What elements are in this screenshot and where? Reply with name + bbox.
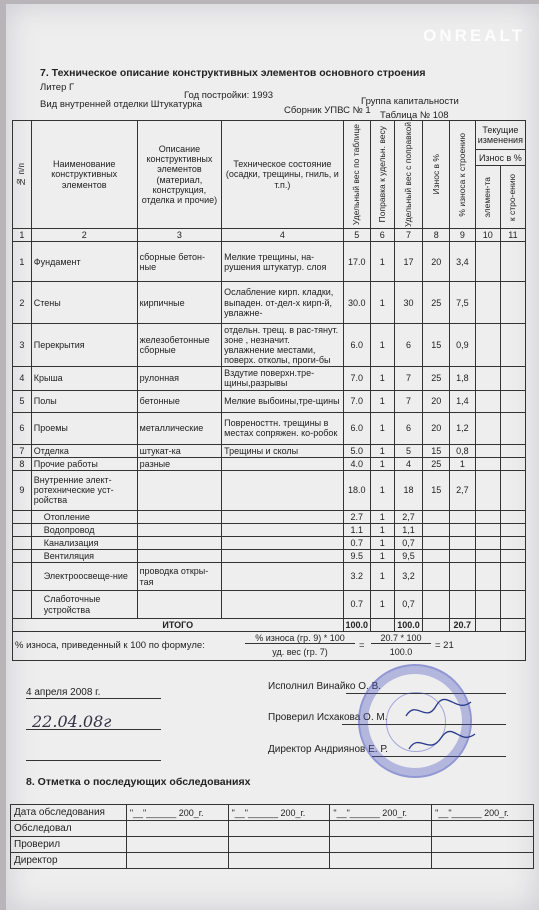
table-weight: 6.0 (343, 412, 371, 444)
table-weight: 7.0 (343, 367, 371, 390)
element-row (13, 457, 526, 470)
row-number: 9 (13, 470, 32, 510)
col-wear-building-header: % износа к строению (449, 121, 475, 229)
row-number (13, 563, 32, 591)
weight-correction: 1 (371, 523, 395, 536)
col-to-building-header: к стро-ению (500, 166, 525, 229)
corrected-weight: 6 (394, 412, 423, 444)
table-weight: 4.0 (343, 457, 371, 470)
wear-to-building (449, 510, 475, 523)
inspection-date-row (11, 805, 534, 821)
col-n-header: № п/п (13, 121, 32, 229)
inspection-date-blank: "__"______ 200_г. (330, 805, 432, 821)
element-description: бетонные (137, 390, 222, 412)
col-name-header: Наименование конструктивных элементов (31, 121, 137, 229)
corrected-weight: 7 (394, 390, 423, 412)
col-current-header: Текущие изменения (475, 121, 525, 150)
corrected-weight: 7 (394, 367, 423, 390)
corrected-weight: 17 (394, 242, 423, 282)
weight-correction: 1 (371, 563, 395, 591)
elements-rows (13, 242, 526, 619)
wear-percent: 25 (423, 367, 449, 390)
table-number: Таблица № 108 (380, 110, 449, 121)
column-number: 8 (423, 229, 449, 242)
column-number: 6 (371, 229, 395, 242)
inspection-row: Обследовал (11, 821, 534, 837)
inspection-row: Директор (11, 853, 534, 869)
elements-table (12, 120, 526, 661)
element-row (13, 242, 526, 282)
element-name: Полы (31, 390, 137, 412)
interior-finish: Вид внутренней отделки Штукатурка (40, 99, 203, 110)
corrected-weight: 3,2 (394, 563, 423, 591)
corrected-weight: 0,7 (394, 536, 423, 549)
row-number (13, 549, 32, 562)
col-correction-header: Поправка к удельн. весу (371, 121, 395, 229)
wear-percent (423, 563, 449, 591)
element-row (13, 523, 526, 536)
total-wear-building: 20.7 (449, 619, 475, 632)
element-condition: Трещины и сколы (222, 444, 343, 457)
checked-by: Проверил Исхакова О. М. (268, 712, 388, 723)
wear-to-building: 1,4 (449, 390, 475, 412)
element-row (13, 324, 526, 367)
wear-to-building: 7,5 (449, 282, 475, 324)
row-number: 1 (13, 242, 32, 282)
row-number: 4 (13, 367, 32, 390)
element-row (13, 549, 526, 562)
signature-scribbles (401, 694, 481, 764)
element-row (13, 470, 526, 510)
element-row (13, 510, 526, 523)
corrected-weight: 18 (394, 470, 423, 510)
date-printed: 4 апреля 2008 г. (26, 687, 101, 698)
element-condition (222, 523, 343, 536)
element-condition (222, 549, 343, 562)
element-condition: Ослабление кирп. кладки, выпаден. от-дел-х кирп-й, увлажне- (222, 282, 343, 324)
row-number: 3 (13, 324, 32, 367)
table-weight: 7.0 (343, 390, 371, 412)
formula-numerator: % износа (гр. 9) * 100 (245, 633, 355, 644)
wear-percent (423, 510, 449, 523)
element-name: Фундамент (31, 242, 137, 282)
weight-correction: 1 (371, 367, 395, 390)
corrected-weight: 6 (394, 324, 423, 367)
element-name: Проемы (31, 412, 137, 444)
table-weight: 9.5 (343, 549, 371, 562)
table-weight: 6.0 (343, 324, 371, 367)
col-desc-header: Описание конструктивных элементов (материал, конструкция, отделка и прочие) (137, 121, 222, 229)
formula-denominator: уд. вес (гр. 7) (272, 647, 328, 658)
corrected-weight: 1,1 (394, 523, 423, 536)
table-weight: 18.0 (343, 470, 371, 510)
formula-denominator-values: 100.0 (389, 647, 413, 658)
row-number (13, 536, 32, 549)
column-number: 4 (222, 229, 343, 242)
wear-percent: 15 (423, 324, 449, 367)
total-row (13, 619, 526, 632)
litera-label: Литер Г (40, 82, 75, 93)
element-row (13, 444, 526, 457)
formula-label: % износа, приведенный к 100 по формуле: (15, 640, 205, 652)
wear-to-building: 0,9 (449, 324, 475, 367)
watermark: ONREALT (423, 26, 525, 45)
wear-to-building: 0,8 (449, 444, 475, 457)
wear-percent: 25 (423, 457, 449, 470)
element-row (13, 367, 526, 390)
wear-percent: 20 (423, 242, 449, 282)
inspection-date-blank: "__"______ 200_г. (228, 805, 330, 821)
row-number: 2 (13, 282, 32, 324)
weight-correction: 1 (371, 510, 395, 523)
section-title: 7. Техническое описание конструктивных элементов основного строения (40, 67, 426, 79)
element-description (137, 470, 222, 510)
element-condition: Вздутие поверхн.тре-щины,разрывы (222, 367, 343, 390)
weight-correction: 1 (371, 444, 395, 457)
weight-correction: 1 (371, 412, 395, 444)
wear-percent (423, 549, 449, 562)
table-weight: 0.7 (343, 536, 371, 549)
element-description (137, 549, 222, 562)
element-row (13, 563, 526, 591)
element-condition (222, 470, 343, 510)
capital-group: Группа капитальности (361, 96, 459, 107)
wear-to-building (449, 591, 475, 619)
element-condition: отдельн. трещ. в рас-тянут. зоне , незначит. увлажнение местами, поверх. отколы, проги-бы (222, 324, 343, 367)
total-weight: 100.0 (343, 619, 371, 632)
wear-percent: 25 (423, 282, 449, 324)
executed-by: Исполнил Винайко О. В. (268, 681, 382, 692)
element-row (13, 412, 526, 444)
weight-correction: 1 (371, 549, 395, 562)
element-description: железобетонные сборные (137, 324, 222, 367)
element-description: проводка откры-тая (137, 563, 222, 591)
element-name: Электроосвеще-ние (31, 563, 137, 591)
table-weight: 30.0 (343, 282, 371, 324)
wear-to-building: 1 (449, 457, 475, 470)
corrected-weight: 4 (394, 457, 423, 470)
wear-to-building: 1,8 (449, 367, 475, 390)
wear-percent: 20 (423, 390, 449, 412)
inspection-date-label: Дата обследования (11, 805, 127, 821)
inspection-row: Проверил (11, 837, 534, 853)
wear-percent (423, 536, 449, 549)
director: Директор Андриянов Е. Р. (268, 744, 388, 755)
wear-to-building (449, 549, 475, 562)
formula-equals: = (359, 640, 365, 652)
element-description: штукат-ка (137, 444, 222, 457)
col-state-header: Техническое состояние (осадки, трещины, гниль, и т.п.) (222, 121, 343, 229)
corrected-weight: 9,5 (394, 549, 423, 562)
element-name: Прочие работы (31, 457, 137, 470)
element-condition: Мелкие трещины, на-рушения штукатур. слоя (222, 242, 343, 282)
formula-numerator-values: 20.7 * 100 (371, 633, 431, 644)
element-description (137, 536, 222, 549)
wear-to-building: 1,2 (449, 412, 475, 444)
corrected-weight: 2,7 (394, 510, 423, 523)
element-row (13, 282, 526, 324)
element-name: Отопление (31, 510, 137, 523)
column-numbers-row (13, 229, 526, 242)
col-corrected-header: Удельный вес с поправкой (394, 121, 423, 229)
table-weight: 1.1 (343, 523, 371, 536)
inspection-date-blank: "__"______ 200_г. (432, 805, 534, 821)
weight-correction: 1 (371, 242, 395, 282)
wear-to-building (449, 536, 475, 549)
table-weight: 0.7 (343, 591, 371, 619)
wear-percent (423, 591, 449, 619)
inspection-date-blank: "__"______ 200_г. (126, 805, 228, 821)
row-number (13, 510, 32, 523)
weight-correction: 1 (371, 324, 395, 367)
column-number: 9 (449, 229, 475, 242)
element-description (137, 591, 222, 619)
col-wear-header: Износ в % (423, 121, 449, 229)
weight-correction: 1 (371, 282, 395, 324)
table-weight: 5.0 (343, 444, 371, 457)
element-description: сборные бетон-ные (137, 242, 222, 282)
row-number: 5 (13, 390, 32, 412)
element-name: Крыша (31, 367, 137, 390)
weight-correction: 1 (371, 591, 395, 619)
weight-correction: 1 (371, 390, 395, 412)
element-name: Вентиляция (31, 549, 137, 562)
column-number: 5 (343, 229, 371, 242)
formula-result: = 21 (435, 640, 454, 652)
element-description: рулонная (137, 367, 222, 390)
element-condition (222, 510, 343, 523)
element-condition (222, 591, 343, 619)
date-handwritten: 22.04.08г (32, 712, 112, 731)
wear-to-building (449, 523, 475, 536)
element-row (13, 536, 526, 549)
element-description (137, 510, 222, 523)
element-condition (222, 457, 343, 470)
total-label: ИТОГО (13, 619, 344, 632)
element-condition (222, 563, 343, 591)
row-number: 8 (13, 457, 32, 470)
wear-to-building: 3,4 (449, 242, 475, 282)
build-year: Год постройки: 1993 (184, 90, 274, 101)
row-number: 6 (13, 412, 32, 444)
row-number: 7 (13, 444, 32, 457)
weight-correction: 1 (371, 536, 395, 549)
column-number: 11 (500, 229, 525, 242)
row-number (13, 523, 32, 536)
table-weight: 17.0 (343, 242, 371, 282)
col-weight-header: Удельный вес по таблице (343, 121, 371, 229)
element-name: Слаботочные устройства (31, 591, 137, 619)
element-name: Внутренние элект-ротехнические уст-ройства (31, 470, 137, 510)
element-row (13, 390, 526, 412)
row-number (13, 591, 32, 619)
column-number: 7 (394, 229, 423, 242)
wear-percent: 15 (423, 470, 449, 510)
element-condition (222, 536, 343, 549)
table-weight: 3.2 (343, 563, 371, 591)
table-weight: 2.7 (343, 510, 371, 523)
element-row (13, 591, 526, 619)
column-number: 10 (475, 229, 500, 242)
element-name: Водопровод (31, 523, 137, 536)
inspections-table (10, 804, 534, 869)
element-name: Стены (31, 282, 137, 324)
element-description: разные (137, 457, 222, 470)
wear-percent (423, 523, 449, 536)
element-condition: Повреносттн. трещины в местах сопряжен. ко-робок (222, 412, 343, 444)
element-condition: Мелкие выбоины,тре-щины (222, 390, 343, 412)
collection-label: Сборник УПВС № 1 (284, 105, 371, 116)
total-corrected: 100.0 (394, 619, 423, 632)
weight-correction: 1 (371, 457, 395, 470)
document-sheet (6, 4, 539, 910)
element-description: металлические (137, 412, 222, 444)
element-description (137, 523, 222, 536)
weight-correction: 1 (371, 470, 395, 510)
column-number: 3 (137, 229, 222, 242)
element-description: кирпичные (137, 282, 222, 324)
column-number: 1 (13, 229, 32, 242)
col-current-wear-header: Износ в % (475, 149, 525, 165)
element-name: Канализация (31, 536, 137, 549)
col-element-header: элемен-та (475, 166, 500, 229)
corrected-weight: 5 (394, 444, 423, 457)
element-name: Перекрытия (31, 324, 137, 367)
formula-row (13, 632, 526, 661)
wear-to-building: 2,7 (449, 470, 475, 510)
wear-to-building (449, 563, 475, 591)
column-number: 2 (31, 229, 137, 242)
wear-percent: 20 (423, 412, 449, 444)
corrected-weight: 0,7 (394, 591, 423, 619)
corrected-weight: 30 (394, 282, 423, 324)
inspections-title: 8. Отметка о последующих обследованиях (26, 776, 251, 788)
wear-percent: 15 (423, 444, 449, 457)
element-name: Отделка (31, 444, 137, 457)
